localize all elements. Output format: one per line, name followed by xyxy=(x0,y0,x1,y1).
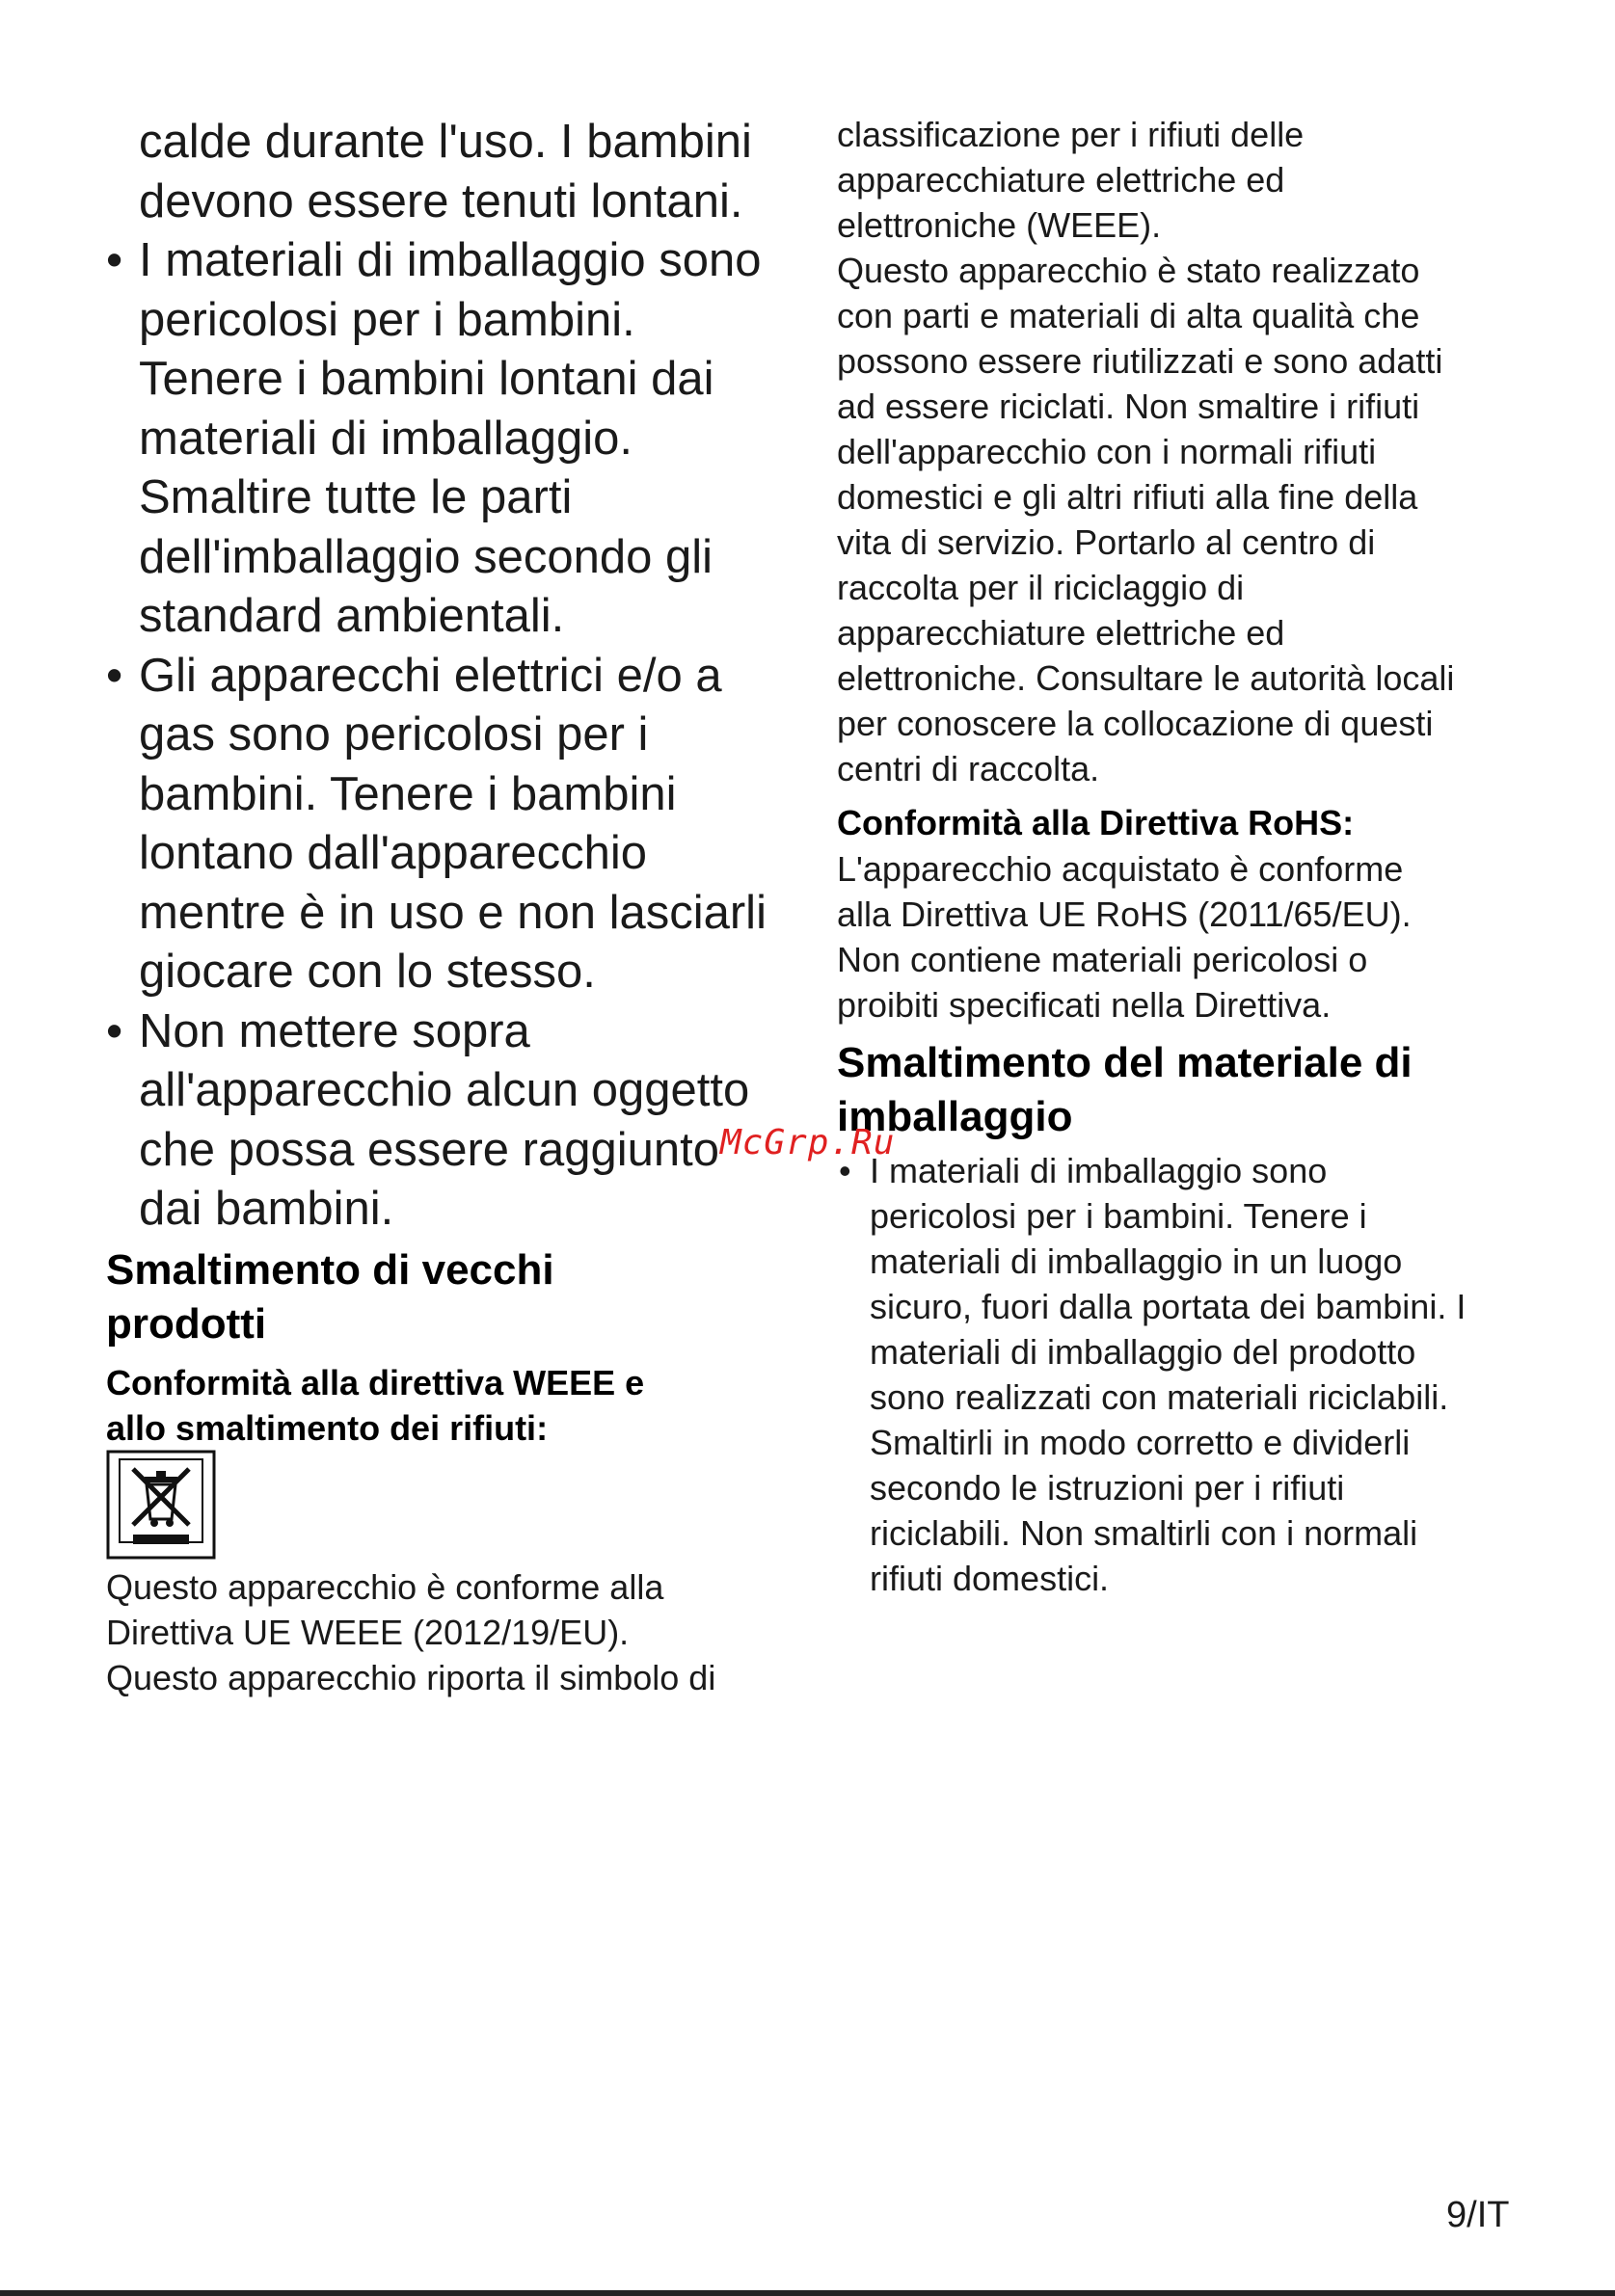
section-heading-packaging: Smaltimento del materiale di imballaggio xyxy=(837,1039,1413,1140)
page-number: 9/IT xyxy=(1446,2195,1510,2235)
crossed-out-wheelie-bin-icon xyxy=(106,1450,216,1560)
rohs-paragraph: L'apparecchio acquistato è conforme alla Direttiva UE RoHS (2011/65/EU). Non contiene materiali pericolosi o proibiti specificati nella Direttiva. xyxy=(837,849,1412,1025)
packaging-bullet-list xyxy=(837,1148,1466,1601)
section-heading-old-products: Smaltimento di vecchi prodotti xyxy=(106,1246,554,1348)
list-item: • I materiali di imballaggio sono pericolosi per i bambini. Tenere i bambini lontani dai materiali di imballaggio. Smaltire tutte le parti dell'imballaggio secondo gli standard ambientali. xyxy=(106,231,767,647)
list-item: • Non mettere sopra all'apparecchio alcun oggetto che possa essere raggiunto dai bambini. xyxy=(106,1002,767,1240)
bottom-divider xyxy=(0,2290,1615,2296)
weee-subheading: Conformità alla direttiva WEEE e allo smaltimento dei rifiuti: xyxy=(106,1363,645,1448)
weee-paragraph: Questo apparecchio è conforme alla Direttiva UE WEEE (2012/19/EU). Questo apparecchio riporta il simbolo di xyxy=(106,1567,716,1697)
rohs-heading: Conformità alla Direttiva RoHS: xyxy=(837,803,1355,842)
list-item: • I materiali di imballaggio sono pericolosi per i bambini. Tenere i materiali di imballaggio in un luogo sicuro, fuori dalla portata dei bambini. I materiali di imballaggio del prodotto sono realizzati con materiali riciclabili. Smaltirli in modo corretto e dividerli secondo le istruzioni per i rifiuti riciclabili. Non smaltirli con i normali rifiuti domestici. xyxy=(837,1148,1466,1601)
safety-bullet-list xyxy=(106,231,767,1240)
watermark: McGrp.Ru xyxy=(720,1123,896,1162)
continued-text: calde durante l'uso. I bambini devono essere tenuti lontani. xyxy=(139,116,752,227)
list-item: • Gli apparecchi elettrici e/o a gas sono pericolosi per i bambini. Tenere i bambini lontano dall'apparecchio mentre è in uso e non lasciarli giocare con lo stesso. xyxy=(106,647,767,1002)
weee-paragraph-continued: classificazione per i rifiuti delle apparecchiature elettriche ed elettroniche (WEEE). Questo apparecchio è stato realizzato con parti e materiali di alta qualità che possono essere riutilizzati e sono adatti ad essere riciclati. Non smaltire i rifiuti dell'apparecchio con i normali rifiuti domestici e gli altri rifiuti alla fine della vita di servizio. Portarlo al centro di raccolta per il riciclaggio di apparecchiature elettriche ed elettroniche. Consultare le autorità locali per conoscere la collocazione di questi centri di raccolta. xyxy=(837,115,1455,788)
